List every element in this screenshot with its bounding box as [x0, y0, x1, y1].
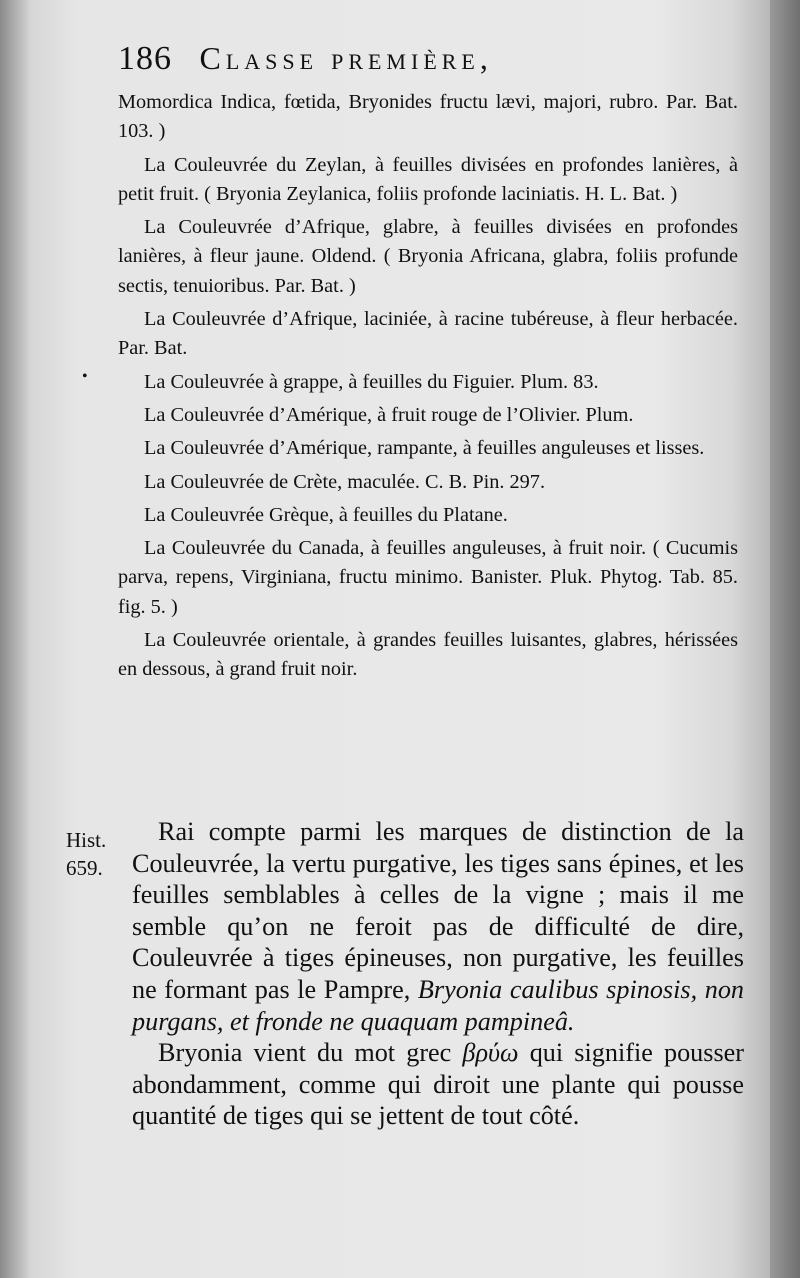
paragraph-text: qui signifie pousser abondamment, comme qui diroit une plante qui pousse quantité de tiges qui se jettent de tout côté. — [132, 1038, 744, 1131]
species-entry: La Couleuvrée du Canada, à feuilles anguleuses, à fruit noir. ( Cucumis parva, repens, Virginiana, fructu minimo. Banister. Pluk. Phytog. Tab. 85. fig. 5. ) — [118, 537, 738, 618]
species-entry: La Couleuvrée d’Afrique, laciniée, à racine tubéreuse, à fleur herbacée. Par. Bat. — [118, 308, 738, 360]
species-entry: La Couleuvrée à grappe, à feuilles du Figuier. Plum. 83. — [144, 370, 599, 393]
margin-note — [66, 826, 106, 882]
page-header — [118, 40, 493, 78]
species-list — [118, 88, 738, 689]
paragraph-text: Rai compte parmi les marques de distinction de la Couleuvrée, la vertu purgative, les tiges sans épines, et les feuilles semblables à celles de la vigne ; mais il me semble qu’on ne feroit pas de difficulté de dire, Couleuvrée à tiges épineuses, non purgative, les feuilles ne formant pas le Pampre, — [132, 817, 744, 1004]
species-entry: La Couleuvrée orientale, à grandes feuilles luisantes, glabres, hérissées en dessous, à grand fruit noir. — [118, 629, 738, 681]
species-entry: La Couleuvrée de Crète, maculée. C. B. Pin. 297. — [144, 470, 546, 493]
main-text — [132, 816, 744, 1132]
species-entry: La Couleuvrée du Zeylan, à feuilles divisées en profondes lanières, à petit fruit. ( Bryonia Zeylanica, foliis profonde laciniatis. H. L. Bat. ) — [118, 153, 738, 205]
species-entry: La Couleuvrée Grèque, à feuilles du Platane. — [144, 503, 508, 526]
paragraph-text: Bryonia vient du mot grec — [158, 1038, 452, 1068]
paragraph-etymology — [132, 1037, 744, 1132]
species-entry: Momordica Indica, fœtida, Bryonides fructu lævi, majori, rubro. Par. Bat. 103. ) — [118, 91, 738, 143]
margin-note-line: 659. — [66, 856, 103, 880]
species-entry: La Couleuvrée d’Amérique, à fruit rouge de l’Olivier. Plum. — [144, 403, 634, 426]
paragraph-distinction — [132, 816, 744, 1037]
greek-word: βρύω — [462, 1038, 519, 1068]
margin-dot: • — [82, 368, 88, 385]
margin-note-line: Hist. — [66, 828, 107, 852]
species-entry: La Couleuvrée d’Amérique, rampante, à feuilles anguleuses et lisses. — [144, 437, 705, 460]
latin-phrase: Bryonia caulibus spinosis, non purgans, et fronde ne quaquam pampineâ. — [132, 974, 745, 1036]
running-title: Classe première, — [199, 40, 493, 76]
species-entry: La Couleuvrée d’Afrique, glabre, à feuilles divisées en profondes lanières, à fleur jaune. Oldend. ( Bryonia Africana, glabra, foliis profunde sectis, tenuioribus. Par. Bat. ) — [118, 216, 738, 297]
page-number: 186 — [118, 40, 172, 77]
page-edge — [770, 0, 800, 1278]
